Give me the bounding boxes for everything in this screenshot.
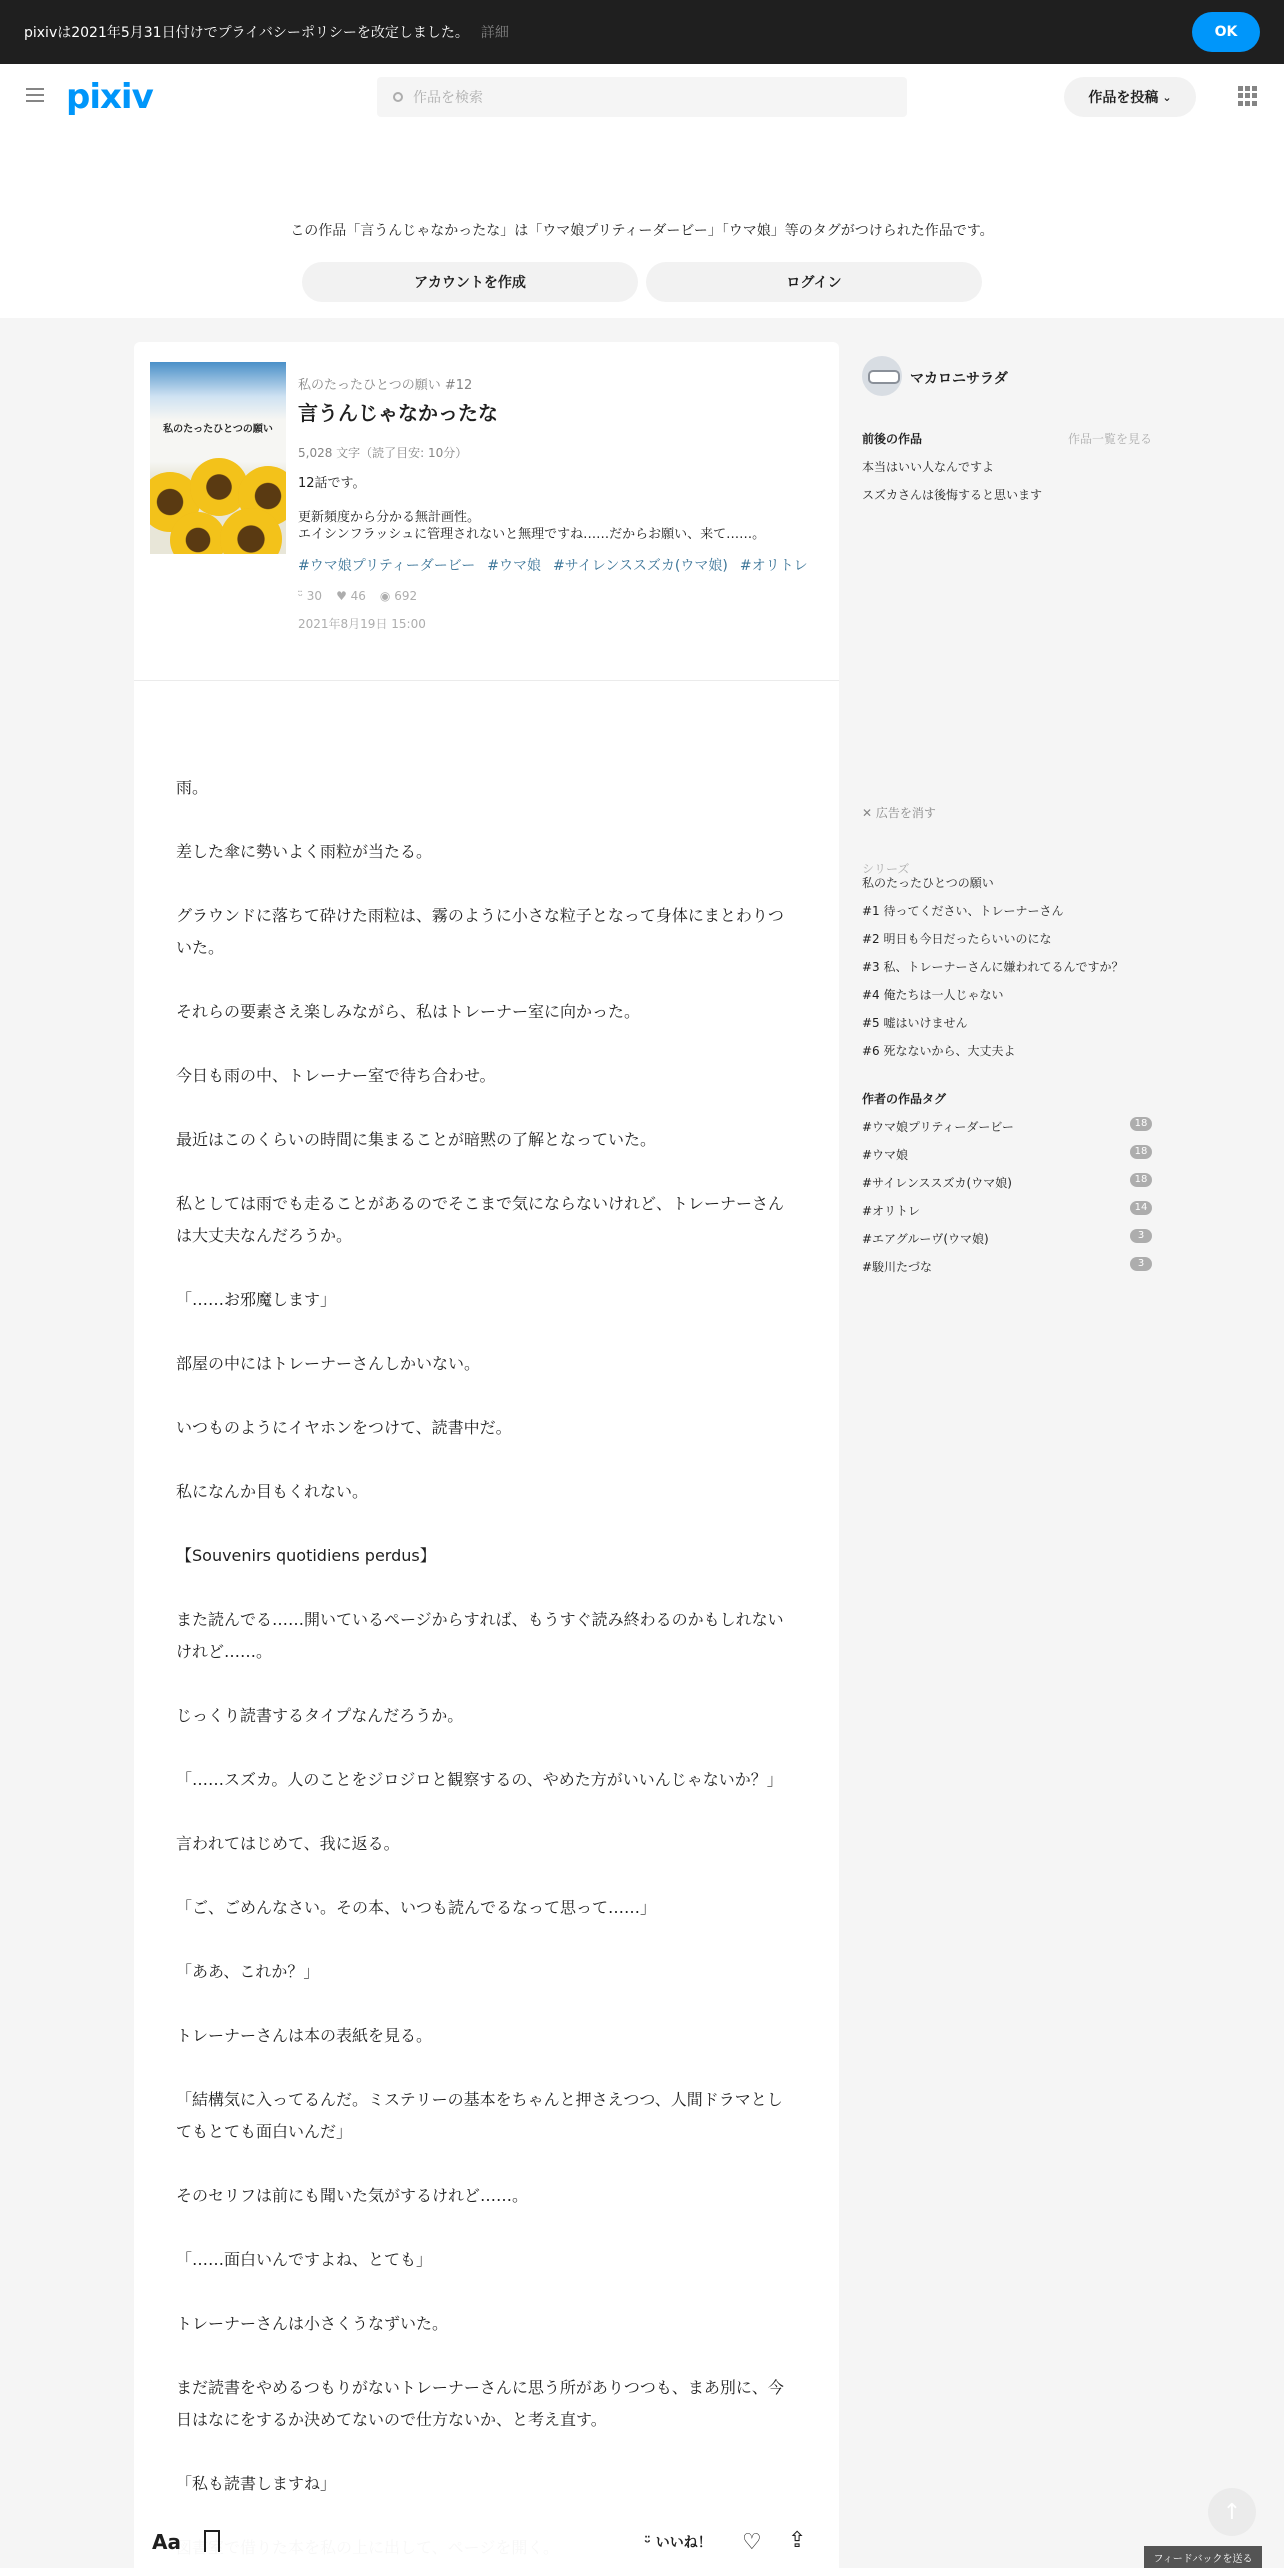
tag-link[interactable]: #ウマ娘プリティーダービー (298, 558, 476, 574)
series-episode-link[interactable]: #4 俺たちは一人じゃない (862, 988, 1004, 1002)
author-tag-link[interactable]: #エアグルーヴ(ウマ娘) 3 (862, 1230, 1152, 1247)
notice-ok-button[interactable]: OK (1192, 12, 1260, 52)
bookmark-icon[interactable] (204, 2530, 220, 2552)
novel-paragraph: 「……お邪魔します」 (176, 1290, 337, 1309)
novel-paragraph: 「ご、ごめんなさい。その本、いつも読んでるなって思って……」 (176, 1898, 657, 1917)
work-info (298, 374, 818, 632)
tag-count-badge: 18 (1130, 1173, 1152, 1187)
series-episode-link[interactable]: #5 嘘はいけません (862, 1016, 968, 1030)
view-count: ◉ 692 (379, 589, 418, 603)
novel-paragraph: また読んでる……開いているページからすれば、もうすぐ読み終わるのかもしれないけれど……。 (176, 1610, 784, 1661)
series-episode-link[interactable]: #6 死なないから、大丈夫よ (862, 1044, 1016, 1058)
work-list-link[interactable]: 作品一覧を見る (1067, 432, 1152, 446)
apps-grid-icon[interactable] (1238, 86, 1258, 106)
novel-paragraph: 「結構気に入ってるんだ。ミステリーの基本をちゃんと押さえつつ、人間ドラマとしてもとても面白いんだ」 (176, 2090, 783, 2141)
search-placeholder: 作品を検索 (413, 90, 483, 106)
menu-icon[interactable] (26, 88, 44, 102)
novel-card (134, 342, 839, 2568)
series-episode-link[interactable]: #3 私、トレーナーさんに嫌われてるんですか？ (862, 960, 1124, 974)
novel-paragraph: 最近はこのくらいの時間に集まることが暗黙の了解となっていた。 (176, 1130, 657, 1149)
novel-paragraph: そのセリフは前にも聞いた気がするけれど……。 (176, 2186, 529, 2205)
like-count: ᵕ̈ 30 (298, 589, 323, 603)
reader-action-bar (134, 2516, 839, 2568)
tag-link[interactable]: #サイレンススズカ(ウマ娘) (552, 558, 728, 574)
tag-link[interactable]: #オリトレ (739, 558, 808, 574)
banner-message: この作品「言うんじゃなかったな」は「ウマ娘プリティーダービー」「ウマ娘」等のタグがつけられた作品です。 (290, 223, 994, 239)
series-title-link[interactable]: 私のたったひとつの願い (862, 876, 994, 890)
caption-line: 12話です。 (298, 476, 366, 491)
search-input[interactable] (377, 77, 907, 117)
post-work-button[interactable] (1064, 77, 1196, 117)
novel-paragraph: トレーナーさんは小さくうなずいた。 (176, 2314, 449, 2333)
novel-paragraph: 私になんか目もくれない。 (176, 1482, 369, 1501)
tag-count-badge: 3 (1130, 1257, 1152, 1271)
arrow-up-icon: ↑ (1222, 2499, 1242, 2525)
series-label: シリーズ (862, 862, 910, 876)
series-episode-link[interactable]: #1 待ってください、トレーナーさん (862, 904, 1064, 918)
create-account-button[interactable]: アカウントを作成 (302, 262, 638, 302)
chevron-down-icon: ⌄ (1162, 90, 1172, 104)
font-settings-button[interactable]: Aa (152, 2530, 181, 2554)
pixiv-logo[interactable]: pixiv (66, 77, 153, 117)
tag-list (298, 555, 818, 575)
tag-count-badge: 3 (1130, 1229, 1152, 1243)
post-work-label: 作品を投稿 (1088, 90, 1159, 106)
signup-banner (0, 130, 1284, 318)
novel-paragraph: グラウンドに落ちて砕けた雨粒は、霧のように小さな粒子となって身体にまとわりついた。 (176, 906, 784, 957)
share-icon[interactable]: ⇪ (788, 2528, 807, 2553)
author-tag-link[interactable]: #オリトレ 14 (862, 1202, 1152, 1219)
series-episode-link[interactable]: #2 明日も今日だったらいいのにな (862, 932, 1052, 946)
author-tag-link[interactable]: #駿川たづな 3 (862, 1258, 1152, 1275)
word-count: 5,028 文字（読了目安: 10分） (298, 446, 468, 460)
novel-paragraph: 「私も読書しますね」 (176, 2474, 337, 2493)
adjacent-work-link[interactable]: 本当はいい人なんですよ (862, 460, 995, 474)
novel-paragraph: まだ読書をやめるつもりがないトレーナーさんに思う所がありつつも、まあ別に、今日はなにをするか決めてないので仕方ないか、と考え直す。 (176, 2378, 784, 2429)
like-button[interactable]: ᵕ̈ いいね！ (644, 2535, 712, 2551)
avatar[interactable] (862, 356, 902, 396)
novel-paragraph: 私としては雨でも走ることがあるのでそこまで気にならないけれど、トレーナーさんは大丈夫なんだろうか。 (176, 1194, 785, 1245)
novel-paragraph: 今日も雨の中、トレーナー室で待ち合わせ。 (176, 1066, 496, 1085)
tag-count-badge: 18 (1130, 1117, 1152, 1131)
adjacent-works-header (862, 430, 1152, 447)
smile-icon: ᵕ̈ (644, 2535, 656, 2551)
privacy-notice-bar (0, 0, 1284, 64)
author-tag-link[interactable]: #ウマ娘プリティーダービー 18 (862, 1118, 1152, 1135)
search-icon (393, 92, 403, 102)
novel-paragraph: 「ああ、これか？」 (176, 1962, 320, 1981)
sunflower-image (170, 512, 226, 554)
cover-image[interactable] (150, 362, 286, 554)
site-header (0, 64, 1284, 130)
cover-title: 私のたったひとつの願い (163, 424, 273, 435)
work-stats (298, 589, 818, 603)
adjacent-work-link[interactable]: スズカさんは後悔すると思います (862, 488, 1043, 502)
novel-paragraph: 部屋の中にはトレーナーさんしかいない。 (176, 1354, 481, 1373)
post-date: 2021年8月19日 15:00 (298, 617, 426, 631)
series-link[interactable]: 私のたったひとつの願い #12 (298, 378, 473, 393)
notice-detail-link[interactable]: 詳細 (480, 25, 509, 41)
author-tags-label: 作者の作品タグ (862, 1092, 947, 1106)
notice-text: pixivは2021年5月31日付けでプライバシーポリシーを改定しました。 (24, 25, 469, 41)
tag-link[interactable]: #ウマ娘 (487, 558, 541, 574)
novel-paragraph: 言われてはじめて、我に返る。 (176, 1834, 400, 1853)
adjacent-works-title: 前後の作品 (862, 432, 923, 446)
novel-paragraph: 「……面白いんですよね、とても」 (176, 2250, 433, 2269)
scroll-to-top-button[interactable] (1208, 2488, 1256, 2536)
eye-icon: ◉ (379, 589, 395, 603)
novel-paragraph: 雨。 (176, 778, 209, 797)
divider (134, 680, 839, 681)
feedback-button[interactable]: フィードバックを送る (1144, 2546, 1262, 2568)
tag-count-badge: 18 (1130, 1145, 1152, 1159)
heart-icon: ♥ (336, 589, 351, 603)
author-tag-link[interactable]: #ウマ娘 18 (862, 1146, 1152, 1163)
novel-paragraph: じっくり読書するタイプなんだろうか。 (176, 1706, 464, 1725)
novel-paragraph: 【Souvenirs quotidiens perdus】 (176, 1546, 436, 1565)
novel-paragraph: トレーナーさんは本の表紙を見る。 (176, 2026, 433, 2045)
author-name[interactable]: マカロニサラダ (910, 371, 1008, 387)
novel-paragraph: いつものようにイヤホンをつけて、読書中だ。 (176, 1418, 512, 1437)
bookmark-count: ♥ 46 (336, 589, 366, 603)
author-tag-link[interactable]: #サイレンススズカ(ウマ娘) 18 (862, 1174, 1152, 1191)
smile-icon: ᵕ̈ (298, 589, 307, 603)
login-button[interactable]: ログイン (646, 262, 982, 302)
caption-line: エイシンフラッシュに管理されないと無理ですね……だからお願い、来て……。 (298, 527, 766, 542)
caption-line: 更新頻度から分かる無計画性。 (298, 510, 481, 525)
novel-paragraph: 「……スズカ。人のことをジロジロと観察するの、やめた方がいいんじゃないか？」 (176, 1770, 783, 1789)
work-title: 言うんじゃなかったな (298, 401, 498, 425)
novel-paragraph: それらの要素さえ楽しみながら、私はトレーナー室に向かった。 (176, 1002, 641, 1021)
novel-body (176, 772, 798, 2568)
work-caption (298, 475, 818, 543)
hide-ad-link[interactable]: ✕ 広告を消す (862, 806, 936, 820)
heart-icon[interactable]: ♡ (742, 2530, 762, 2555)
tag-count-badge: 14 (1130, 1201, 1152, 1215)
novel-paragraph: 差した傘に勢いよく雨粒が当たる。 (176, 842, 433, 861)
